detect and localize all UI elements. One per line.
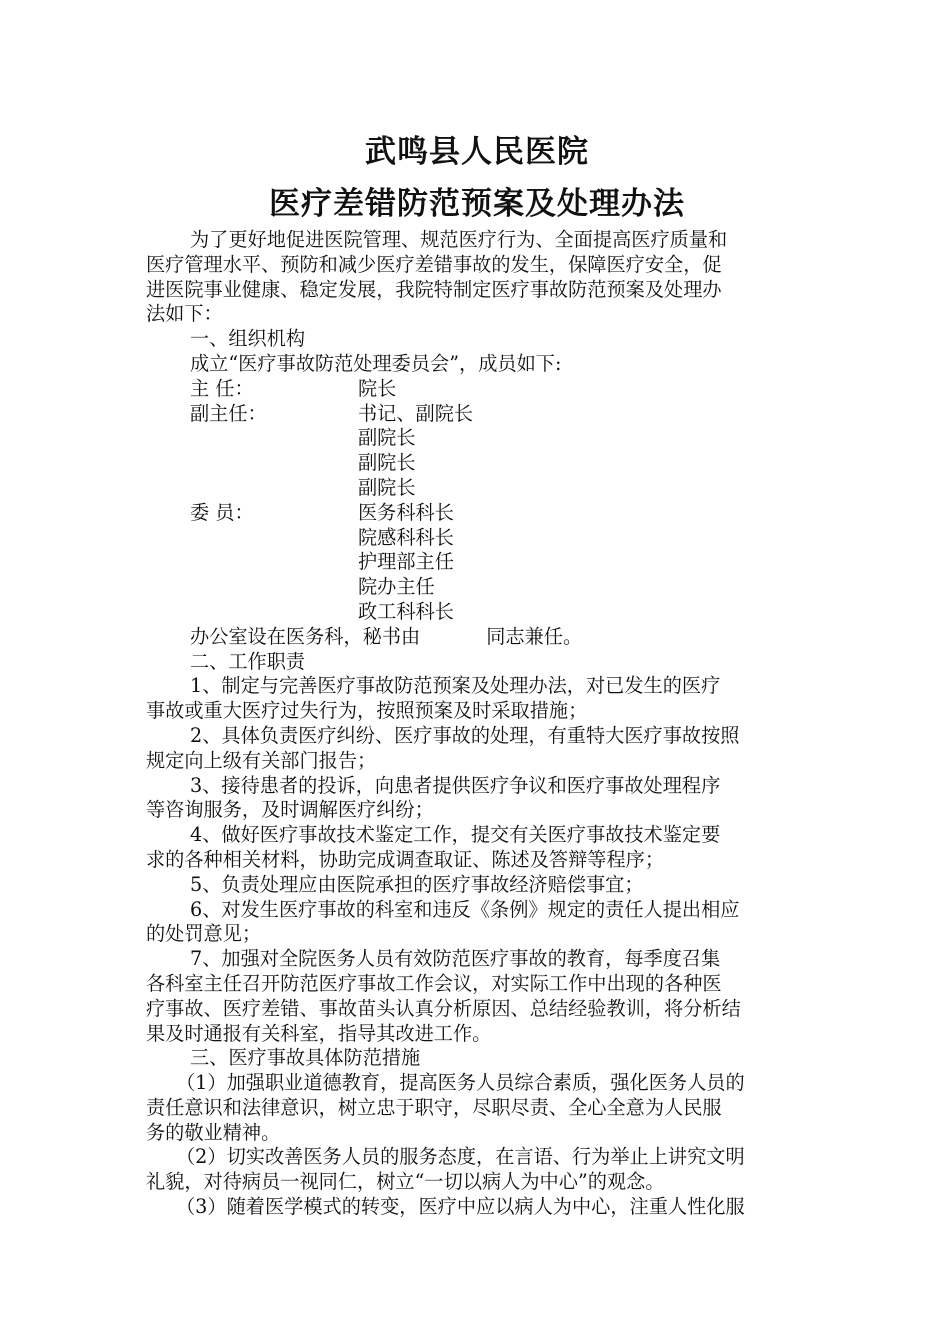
- duty-line: 等咨询服务，及时调解医疗纠纷；: [146, 798, 434, 822]
- measure-line: （3）随着医学模式的转变，医疗中应以病人为中心，注重人性化服: [176, 1195, 745, 1219]
- intro-line: 医疗管理水平、预防和减少医疗差错事故的发生，保障医疗安全，促: [146, 252, 722, 276]
- committee-row: [146, 377, 808, 402]
- committee-list: [146, 377, 808, 625]
- member-label: 委 员：: [190, 500, 254, 524]
- measure-line: 责任意识和法律意识，树立忠于职守，尽职尽责、全心全意为人民服: [146, 1095, 722, 1119]
- intro-line: 进医院事业健康、稳定发展，我院特制定医疗事故防范预案及处理办: [146, 277, 722, 301]
- vice-director-value: 副院长: [358, 475, 416, 499]
- vice-director-value: 副院长: [358, 426, 416, 450]
- section-heading-measures: 三、医疗事故具体防范措施: [190, 1046, 421, 1070]
- intro-line: 为了更好地促进医院管理、规范医疗行为、全面提高医疗质量和: [190, 228, 728, 251]
- duty-line: 求的各种相关材料，协助完成调查取证、陈述及答辩等程序；: [146, 847, 665, 871]
- committee-row: [146, 476, 808, 501]
- director-value: 院长: [358, 376, 397, 400]
- vice-director-value: 书记、副院长: [358, 401, 474, 425]
- measure-line: （2）切实改善医务人员的服务态度，在言语、行为举止上讲究文明: [176, 1145, 745, 1169]
- duties-list: [146, 674, 808, 1046]
- member-value: 院办主任: [358, 575, 435, 599]
- office-text: 办公室设在医务科，秘书由: [190, 624, 421, 648]
- member-value: 医务科科长: [358, 500, 454, 524]
- duty-line: 4、做好医疗事故技术鉴定工作，提交有关医疗事故技术鉴定要: [190, 823, 721, 847]
- duty-line: 7、加强对全院医务人员有效防范医疗事故的教育，每季度召集: [190, 947, 721, 971]
- member-value: 院感科科长: [358, 525, 454, 549]
- duty-line: 5、负责处理应由医院承担的医疗事故经济赔偿事宜；: [190, 872, 644, 896]
- member-value: 政工科科长: [358, 599, 454, 623]
- committee-row: [146, 402, 808, 427]
- duty-line: 1、制定与完善医疗事故防范预案及处理办法，对已发生的医疗: [190, 674, 721, 698]
- duty-line: 3、接待患者的投诉，向患者提供医疗争议和医疗事故处理程序: [190, 773, 721, 797]
- committee-row: [146, 526, 808, 551]
- section-heading-organization: 一、组织机构: [190, 327, 306, 351]
- duty-line: 果及时通报有关科室，指导其改进工作。: [146, 1021, 492, 1045]
- measures-list: [146, 1071, 808, 1220]
- hospital-title: 武鸣县人民医院: [365, 134, 589, 170]
- measure-line: 礼貌，对待病员一视同仁，树立“一切以病人为中心”的观念。: [146, 1170, 665, 1194]
- committee-row: [146, 600, 808, 625]
- duty-line: 6、对发生医疗事故的科室和违反《条例》规定的责任人提出相应: [190, 897, 740, 921]
- measure-line: （1）加强职业道德教育，提高医务人员综合素质，强化医务人员的: [176, 1071, 745, 1095]
- director-label: 主 任：: [190, 376, 254, 400]
- duty-line: 的处罚意见；: [146, 922, 262, 946]
- committee-row: [146, 426, 808, 451]
- document-page: [146, 128, 808, 1220]
- committee-row: [146, 550, 808, 575]
- intro-line: 法如下：: [146, 302, 223, 326]
- intro-paragraph: [146, 228, 808, 327]
- committee-row: [146, 501, 808, 526]
- document-title: 医疗差错防范预案及处理办法: [269, 186, 685, 222]
- section-heading-duties: 二、工作职责: [190, 649, 306, 673]
- member-value: 护理部主任: [358, 550, 454, 574]
- office-text: 同志兼任。: [486, 624, 583, 648]
- duty-line: 规定向上级有关部门报告；: [146, 748, 377, 772]
- vice-director-value: 副院长: [358, 451, 416, 475]
- duty-line: 疗事故、医疗差错、事故苗头认真分析原因、总结经验教训，将分析结: [146, 996, 741, 1020]
- measure-line: 务的敬业精神。: [146, 1120, 281, 1144]
- duty-line: 各科室主任召开防范医疗事故工作会议，对实际工作中出现的各种医: [146, 971, 722, 995]
- office-line: [146, 625, 808, 650]
- committee-row: [146, 451, 808, 476]
- duty-line: 2、具体负责医疗纠纷、医疗事故的处理，有重特大医疗事故按照: [190, 723, 740, 747]
- committee-intro: 成立“医疗事故防范处理委员会”，成员如下:: [190, 351, 562, 375]
- committee-row: [146, 575, 808, 600]
- vice-director-label: 副主任：: [190, 401, 267, 425]
- duty-line: 事故或重大医疗过失行为，按照预案及时采取措施；: [146, 699, 588, 723]
